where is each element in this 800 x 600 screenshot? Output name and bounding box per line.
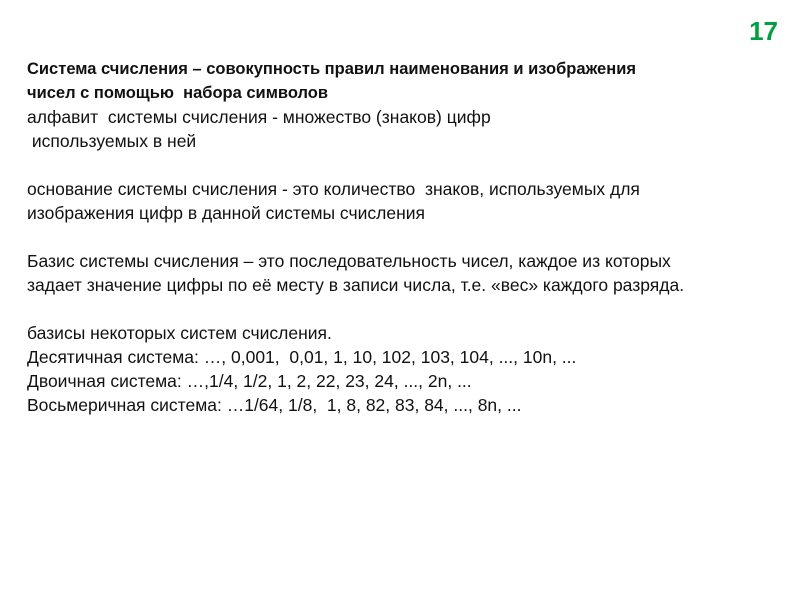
spacer (27, 297, 787, 321)
base-line-1: основание системы счисления - это количество знаков, используемых для (27, 179, 640, 199)
slide-number: 17 (749, 16, 778, 46)
spacer (27, 225, 787, 249)
decimal-example: Десятичная система: …, 0,001, 0,01, 1, 10, 102, 103, 104, ..., 10n, ... (27, 347, 577, 367)
basis-line-2: задает значение цифры по её месту в записи числа, т.е. «вес» каждого разряда. (27, 275, 685, 295)
spacer (27, 153, 787, 177)
alphabet-line-2: используемых в ней (27, 131, 197, 151)
slide-content (27, 57, 787, 417)
binary-example: Двоичная система: …,1/4, 1/2, 1, 2, 22, 23, 24, ..., 2n, ... (27, 371, 472, 391)
basis-line-1: Базис системы счисления – это последовательность чисел, каждое из которых (27, 251, 671, 271)
alphabet-line-1: алфавит системы счисления - множество (знаков) цифр (27, 107, 491, 127)
octal-example: Восьмеричная система: …1/64, 1/8, 1, 8, 82, 83, 84, ..., 8n, ... (27, 395, 522, 415)
definition-line-1: Система счисления – совокупность правил наименования и изображения (27, 60, 636, 78)
examples-heading: базисы некоторых систем счисления. (27, 323, 332, 343)
definition-line-2: чисел с помощью набора символов (27, 84, 328, 102)
base-line-2: изображения цифр в данной системы счисления (27, 203, 425, 223)
